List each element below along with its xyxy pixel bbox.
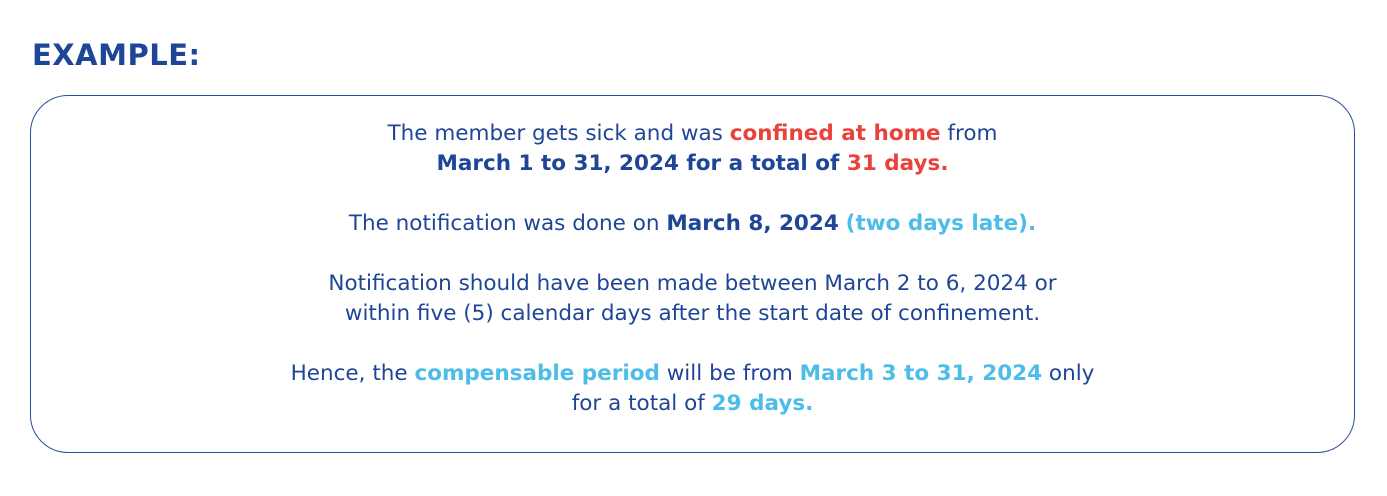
text-line	[31, 359, 1354, 389]
text-segment: Hence, the	[290, 361, 415, 386]
text-segment: for a total of	[571, 391, 712, 416]
text-segment: only	[1042, 361, 1095, 386]
text-segment: The member gets sick and was	[387, 121, 730, 146]
confinement-period: March 1 to 31, 2024 for a total of	[436, 151, 847, 176]
highlight-compensable-days: 29 days.	[711, 391, 814, 416]
example-box	[30, 95, 1355, 453]
text-segment: The notification was done on	[348, 211, 667, 236]
paragraph-notification	[31, 209, 1354, 239]
highlight-compensable-dates: March 3 to 31, 2024	[799, 361, 1043, 386]
example-heading: EXAMPLE:	[32, 38, 201, 72]
text-line	[31, 389, 1354, 419]
text-segment	[839, 211, 846, 236]
paragraph-confinement	[31, 119, 1354, 179]
text-segment: will be from	[659, 361, 800, 386]
text-line	[31, 119, 1354, 149]
text-line	[31, 209, 1354, 239]
paragraph-rule	[31, 269, 1354, 329]
text-segment: within five (5) calendar days after the start date of confinement.	[344, 301, 1041, 326]
paragraph-compensable	[31, 359, 1354, 419]
text-segment: from	[940, 121, 998, 146]
highlight-compensable-period: compensable period	[414, 361, 660, 386]
text-line	[31, 269, 1354, 299]
text-line	[31, 299, 1354, 329]
highlight-confined-at-home: confined at home	[729, 121, 941, 146]
notification-date: March 8, 2024	[666, 211, 839, 236]
text-line	[31, 149, 1354, 179]
highlight-days-late: (two days late).	[845, 211, 1037, 236]
text-segment: Notification should have been made between March 2 to 6, 2024 or	[328, 271, 1057, 296]
highlight-total-days: 31 days.	[846, 151, 949, 176]
